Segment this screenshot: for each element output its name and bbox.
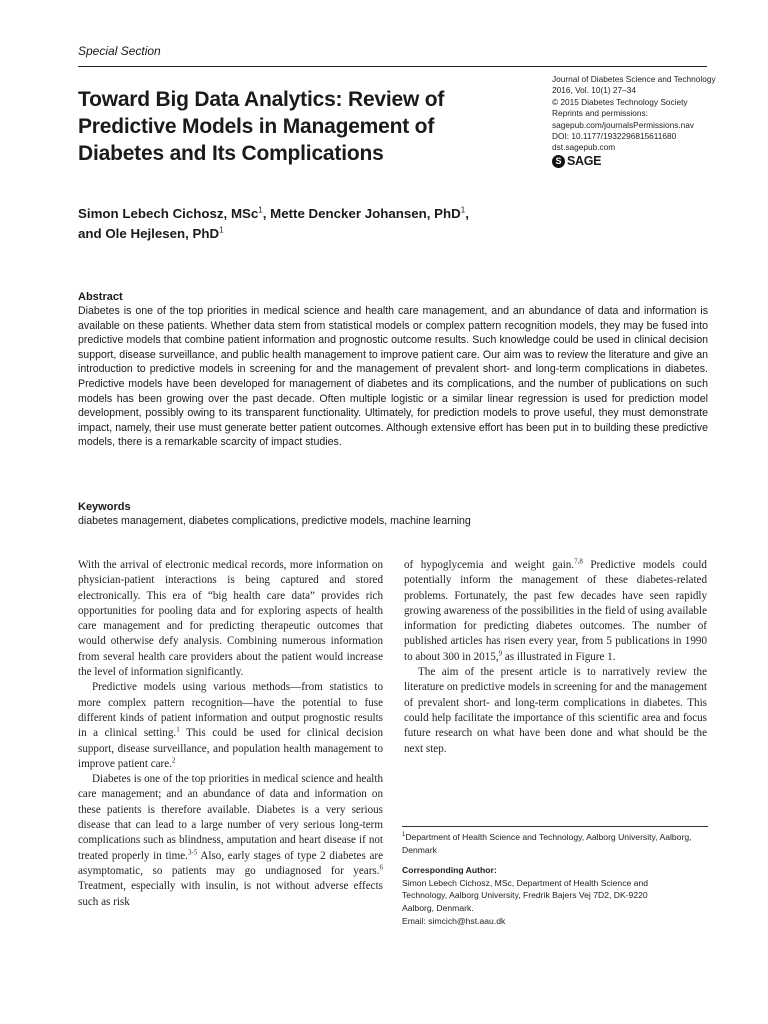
keywords-text: diabetes management, diabetes complications, predictive models, machine learning xyxy=(78,515,471,527)
corresponding-author-heading: Corresponding Author: xyxy=(402,865,497,876)
reprints-label: Reprints and permissions: xyxy=(552,108,648,119)
corresponding-author-line: Simon Lebech Cichosz, MSc, Department of Health Science and xyxy=(402,877,649,888)
affiliation-mark: 1 xyxy=(219,225,224,235)
title-line: Toward Big Data Analytics: Review of xyxy=(78,88,445,111)
paragraph-text: This could be used for clinical decision support, disease surveillance, and population health management to improve patient care. xyxy=(78,727,383,770)
sage-logo xyxy=(552,154,601,168)
article-title xyxy=(78,86,508,167)
affiliation-text: Department of Health Science and Technology, Aalborg University, Aalborg, Denmark xyxy=(402,832,692,855)
author-list xyxy=(78,204,638,244)
body-paragraph xyxy=(404,558,707,665)
title-line: Predictive Models in Management of xyxy=(78,115,435,138)
citation-ref[interactable]: 7,8 xyxy=(574,557,583,566)
doi[interactable]: DOI: 10.1177/1932296815611680 xyxy=(552,131,677,142)
author-name: Simon Lebech Cichosz, MSc xyxy=(78,206,259,221)
affiliation-mark: 1 xyxy=(258,205,263,215)
copyright: © 2015 Diabetes Technology Society xyxy=(552,96,688,107)
sage-logo-text: SAGE xyxy=(567,154,602,168)
author-separator: , xyxy=(465,206,469,221)
author-name: Mette Dencker Johansen, PhD xyxy=(270,206,461,221)
body-paragraph xyxy=(78,772,383,910)
affiliation-footnote xyxy=(402,831,708,856)
paragraph-text: Predictive models using various methods—from statistics to more complex pattern recognition—have the potential to fuse different kinds of patient information and output prognostic results in a clinical setting. xyxy=(78,681,383,740)
citation-ref[interactable]: 9 xyxy=(498,649,503,658)
body-column-left xyxy=(78,558,383,910)
abstract-heading: Abstract xyxy=(78,291,123,303)
journal-volume: 2016, Vol. 10(1) 27–34 xyxy=(552,85,636,96)
corresponding-author-line: Technology, Aalborg University, Fredrik Bajers Vej 7D2, DK-9220 xyxy=(402,890,648,901)
keywords-heading: Keywords xyxy=(78,501,131,513)
journal-info xyxy=(552,74,752,154)
abstract-text: Diabetes is one of the top priorities in medical science and health care management, and an abundance of data and information is available on these patients. Whether data stem from statistical models or complex pattern recognition models, they may be fused into predictive models that combine patient information and prognostic outcome results. Such knowledge could be used in clinical decision support, disease surveillance, and public health management to improve patient care. Our aim was to review the literature and give an introduction to predictive models in screening for and the management of prevalent short- and long-term complications in diabetes. Predictive models have been developed for management of diabetes and its complications, and the number of publications on such models has been growing over the past decade. Often multiple logistic or a similar linear regression is used for prediction model development, possibly owing to its transparent functionality. Ultimately, for prediction models to prove useful, they must demonstrate impact, namely, their use must generate better patient outcomes. Although extensive effort has been put in to building these predictive models, there is a remarkable scarcity of impact studies. xyxy=(78,305,708,449)
citation-ref[interactable]: 6 xyxy=(379,863,383,872)
abstract-section xyxy=(78,290,708,450)
body-paragraph: With the arrival of electronic medical records, more information on physician-patient interactions is being captured and stored electronically. This era of “big health care data” provides rich opportunities for pooling data and for exploring aspects of health care management and for predicting therapeutic outcomes that would otherwise defy analysis. Combining numerous information from several health care providers about the patient would increase the level of information significantly. xyxy=(78,559,383,679)
paragraph-text: Diabetes is one of the top priorities in medical science and health care management; and an abundance of data and information on these patients is therefore available. Diabetes is a very serious disease that can lead to a large number of very serious long-term complications such as blindness, amputation and heart disease if not treated properly in time. xyxy=(78,773,383,862)
citation-ref[interactable]: 2 xyxy=(171,756,176,765)
author-separator: , xyxy=(262,206,271,221)
keywords-section xyxy=(78,500,708,528)
paragraph-text: as illustrated in Figure 1. xyxy=(502,650,616,663)
paragraph-text: Predictive models could potentially inform the management of these diabetes-related problems. Fortunately, the past few decades have seen rapidly growing awareness of the possibilities in the field of using available information for predicting diabetes outcomes. The number of published articles has risen every year, from 5 publications in 1990 to about 300 in 2015, xyxy=(404,559,707,663)
body-paragraph xyxy=(78,680,383,772)
paragraph-text: of hypoglycemia and weight gain. xyxy=(404,559,575,571)
permissions-link[interactable]: sagepub.com/journalsPermissions.nav xyxy=(552,119,695,130)
corresponding-author-line: Aalborg, Denmark. xyxy=(402,902,474,913)
footnotes xyxy=(402,831,708,927)
journal-name: Journal of Diabetes Science and Technology xyxy=(552,74,716,84)
body-column-right xyxy=(404,558,707,757)
paragraph-text: Also, early stages of type 2 diabetes are asymptomatic, so patients may go undiagnosed for years. xyxy=(78,849,383,877)
citation-ref[interactable]: 1 xyxy=(176,725,180,734)
affiliation-mark: 1 xyxy=(402,832,406,839)
author-name: and Ole Hejlesen, PhD xyxy=(78,226,220,241)
title-line: Diabetes and Its Complications xyxy=(78,142,384,165)
journal-website[interactable]: dst.sagepub.com xyxy=(552,142,616,153)
section-label: Special Section xyxy=(78,44,161,58)
paragraph-text: Treatment, especially with insulin, is not without adverse effects such as risk xyxy=(78,880,383,908)
sage-logo-icon: S xyxy=(552,155,565,168)
corresponding-author-email[interactable]: Email: simcich@hst.aau.dk xyxy=(402,915,506,926)
body-paragraph: The aim of the present article is to narratively review the literature on predictive models in screening for and the management of prevalent short- and long-term complications in diabetes. This could help facilitate the importance of this scientific area and focus future research on what have been done and what should be the next step. xyxy=(404,666,707,755)
header-divider xyxy=(78,66,707,67)
citation-ref[interactable]: 3-5 xyxy=(187,847,198,856)
footnote-divider xyxy=(402,826,708,827)
affiliation-mark: 1 xyxy=(460,205,466,215)
